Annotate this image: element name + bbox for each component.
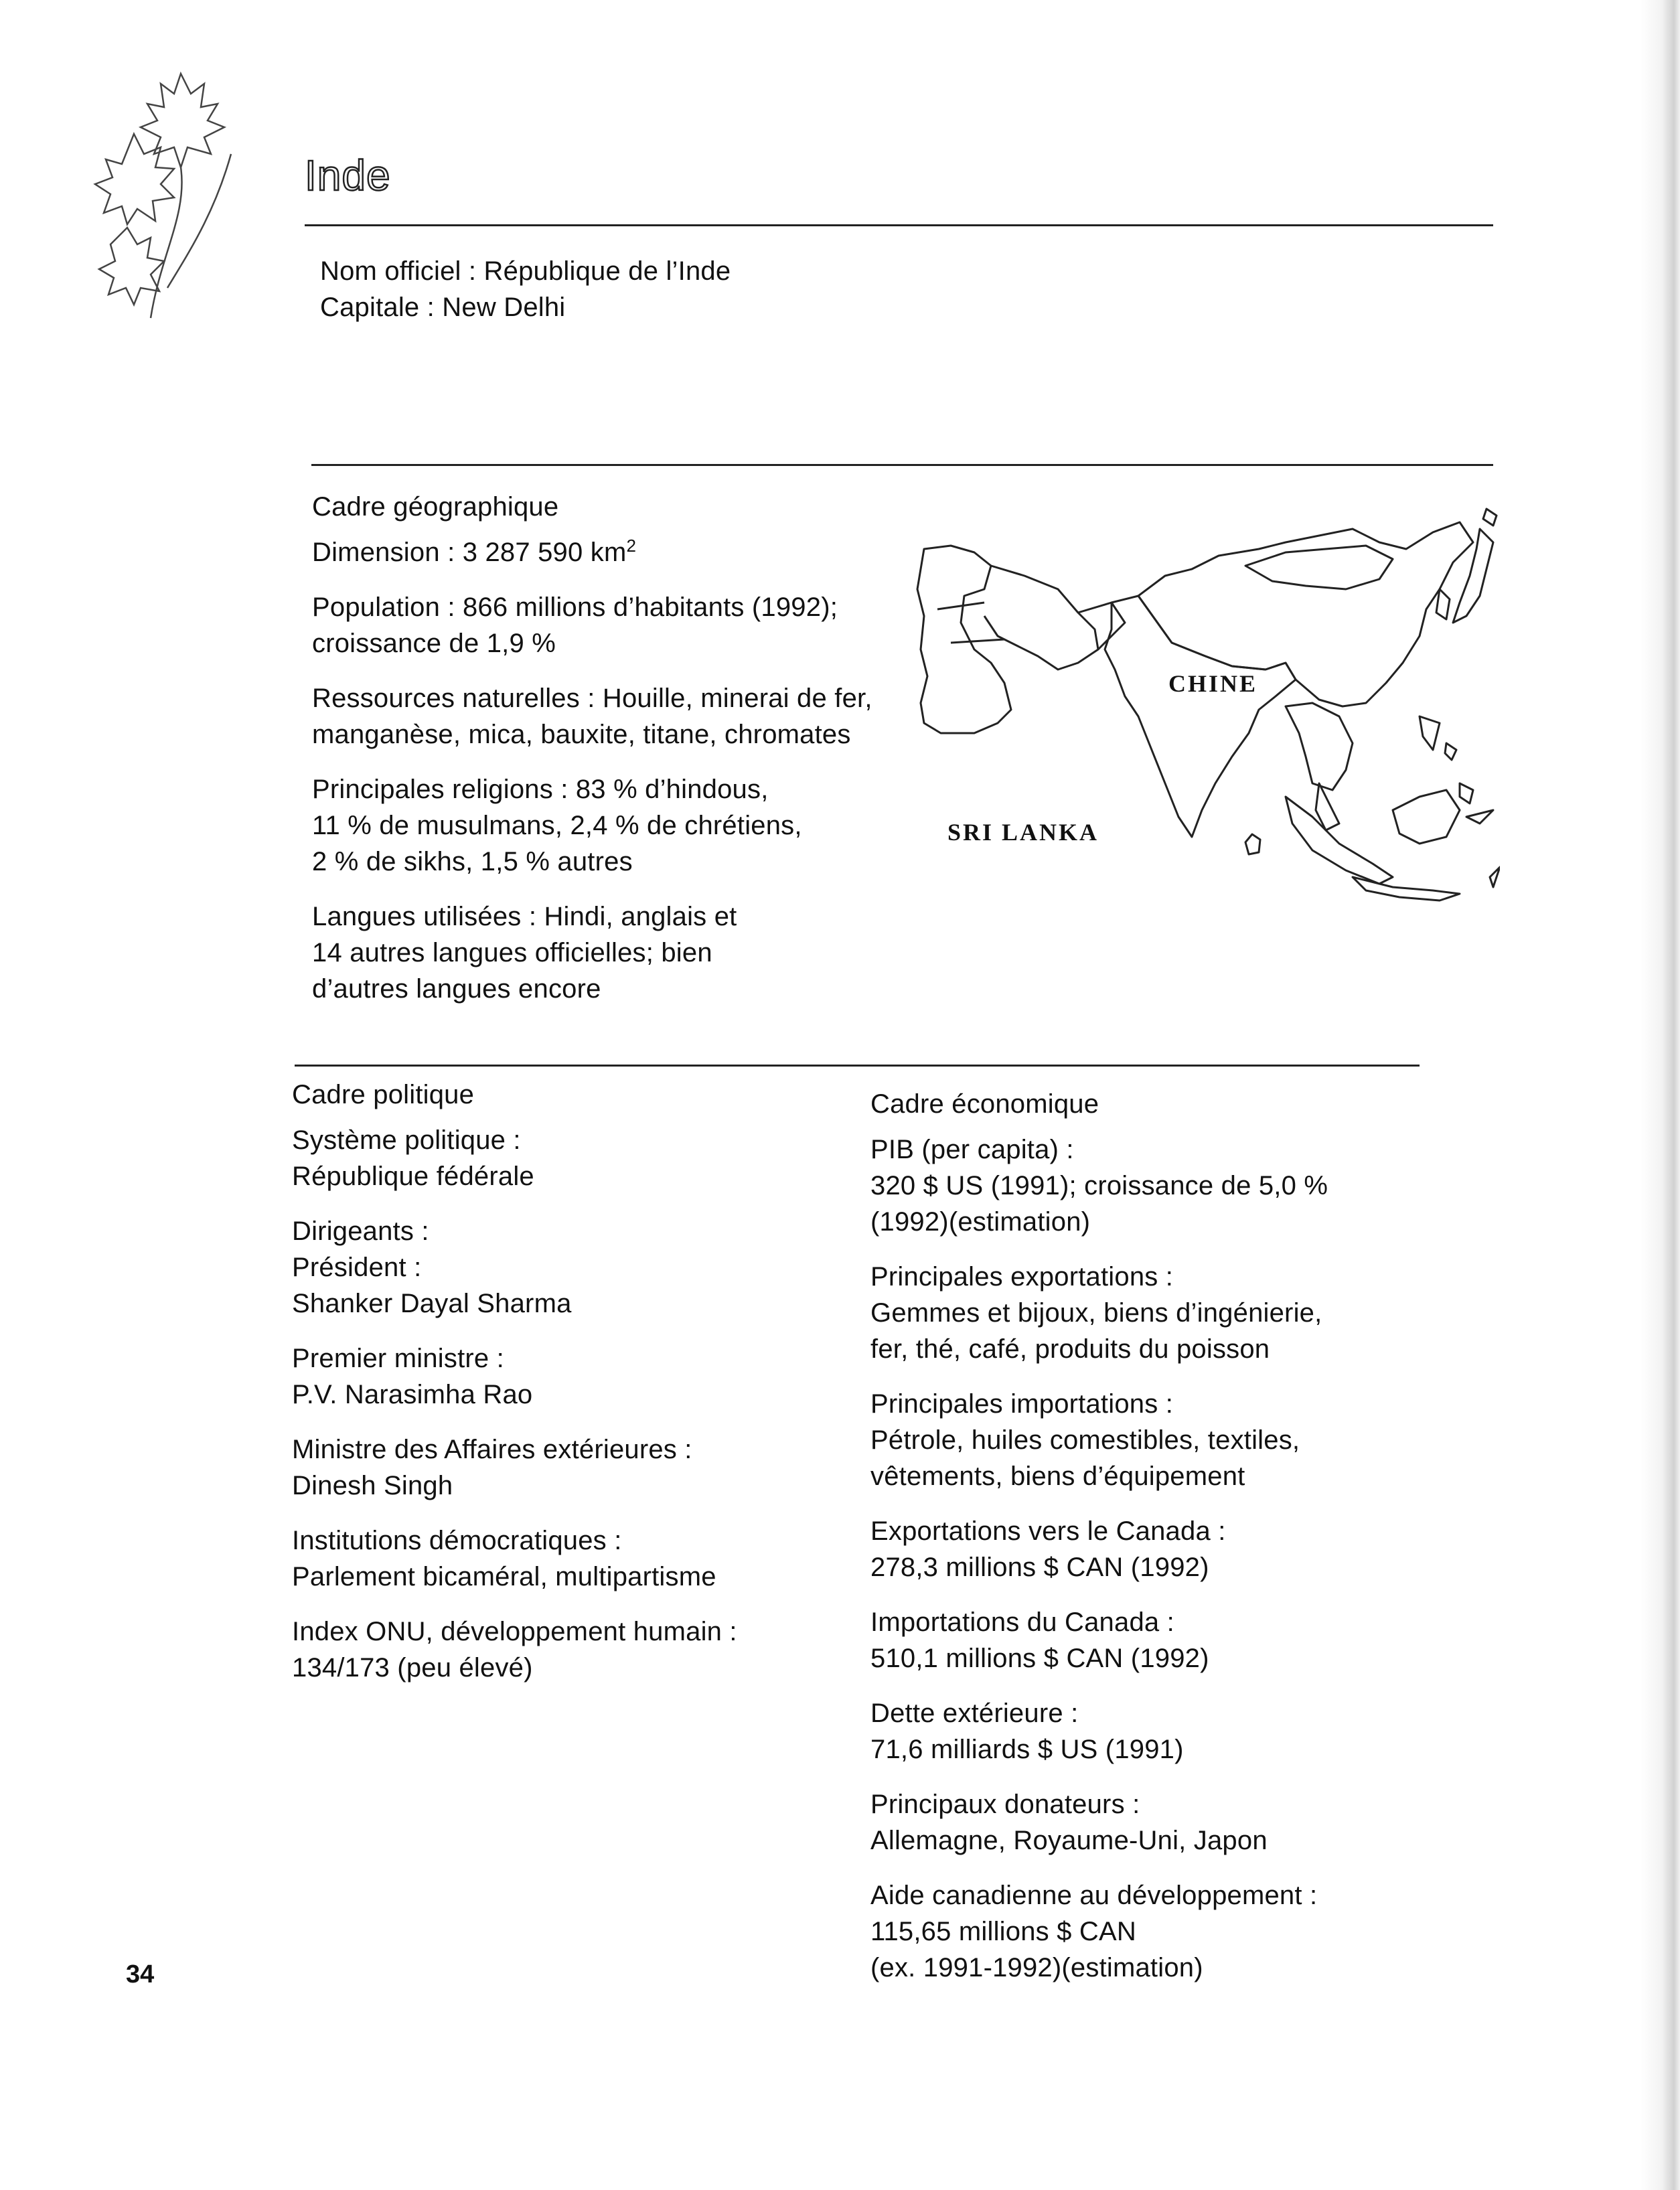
- map-label-sri-lanka: SRI LANKA: [947, 819, 1099, 846]
- map-label-china: CHINE: [1168, 670, 1258, 697]
- bottom-sections-divider: [295, 1065, 1420, 1067]
- politics-heading: Cadre politique: [292, 1080, 475, 1109]
- capital: Capitale : New Delhi: [320, 293, 566, 322]
- page-title: Inde: [305, 151, 391, 200]
- foreign-minister: Ministre des Affaires extérieures : Dinesh Singh: [292, 1435, 692, 1500]
- main-imports: Principales importations : Pétrole, huiles comestibles, textiles, vêtements, biens d’équipement: [870, 1389, 1300, 1491]
- official-name: Nom officiel : République de l’Inde: [320, 256, 731, 286]
- geography-section: [312, 489, 872, 1026]
- geography-divider: [311, 464, 1493, 466]
- population: Population : 866 millions d’habitants (1992); croissance de 1,9 %: [312, 593, 838, 658]
- leaders: Dirigeants : Président : Shanker Dayal Sharma: [292, 1217, 572, 1318]
- prime-minister: Premier ministre : P.V. Narasimha Rao: [292, 1344, 533, 1409]
- main-exports: Principales exportations : Gemmes et bijoux, biens d’ingénierie, fer, thé, café, produits du poisson: [870, 1262, 1322, 1364]
- main-donors: Principaux donateurs : Allemagne, Royaume-Uni, Japon: [870, 1790, 1268, 1855]
- economy-heading: Cadre économique: [870, 1089, 1099, 1119]
- sri-lanka-outline: [1245, 834, 1260, 854]
- official-info: [320, 253, 731, 325]
- canadian-aid: Aide canadienne au développement : 115,65 millions $ CAN (ex. 1991-1992)(estimation): [870, 1881, 1318, 1982]
- scan-edge-shadow: [1640, 0, 1680, 2190]
- religions: Principales religions : 83 % d’hindous, 11 % de musulmans, 2,4 % de chrétiens, 2 % de sikhs, 1,5 % autres: [312, 775, 802, 876]
- maple-leaf-logo: [80, 54, 254, 321]
- natural-resources: Ressources naturelles : Houille, minerai de fer, manganèse, mica, bauxite, titane, chromates: [312, 684, 872, 749]
- economy-section: [870, 1086, 1328, 2005]
- page-number: 34: [126, 1960, 155, 1988]
- india-outline: [1105, 596, 1296, 837]
- political-system: Système politique : République fédérale: [292, 1125, 534, 1191]
- external-debt: Dette extérieure : 71,6 milliards $ US (1991): [870, 1699, 1184, 1764]
- geography-heading: Cadre géographique: [312, 492, 559, 522]
- languages: Langues utilisées : Hindi, anglais et 14 autres langues officielles; bien d’autres langues encore: [312, 902, 737, 1004]
- exports-to-canada: Exportations vers le Canada : 278,3 millions $ CAN (1992): [870, 1516, 1226, 1582]
- gdp: PIB (per capita) : 320 $ US (1991); croissance de 5,0 % (1992)(estimation): [870, 1135, 1328, 1237]
- un-hdi-index: Index ONU, développement humain : 134/173 (peu élevé): [292, 1617, 737, 1683]
- asia-map: [911, 502, 1500, 937]
- imports-from-canada: Importations du Canada : 510,1 millions $ CAN (1992): [870, 1608, 1209, 1673]
- democratic-institutions: Institutions démocratiques : Parlement bicaméral, multipartisme: [292, 1526, 716, 1591]
- dimension: Dimension : 3 287 590 $km^2$: [312, 536, 637, 567]
- title-divider: [305, 224, 1493, 226]
- politics-section: [292, 1077, 737, 1705]
